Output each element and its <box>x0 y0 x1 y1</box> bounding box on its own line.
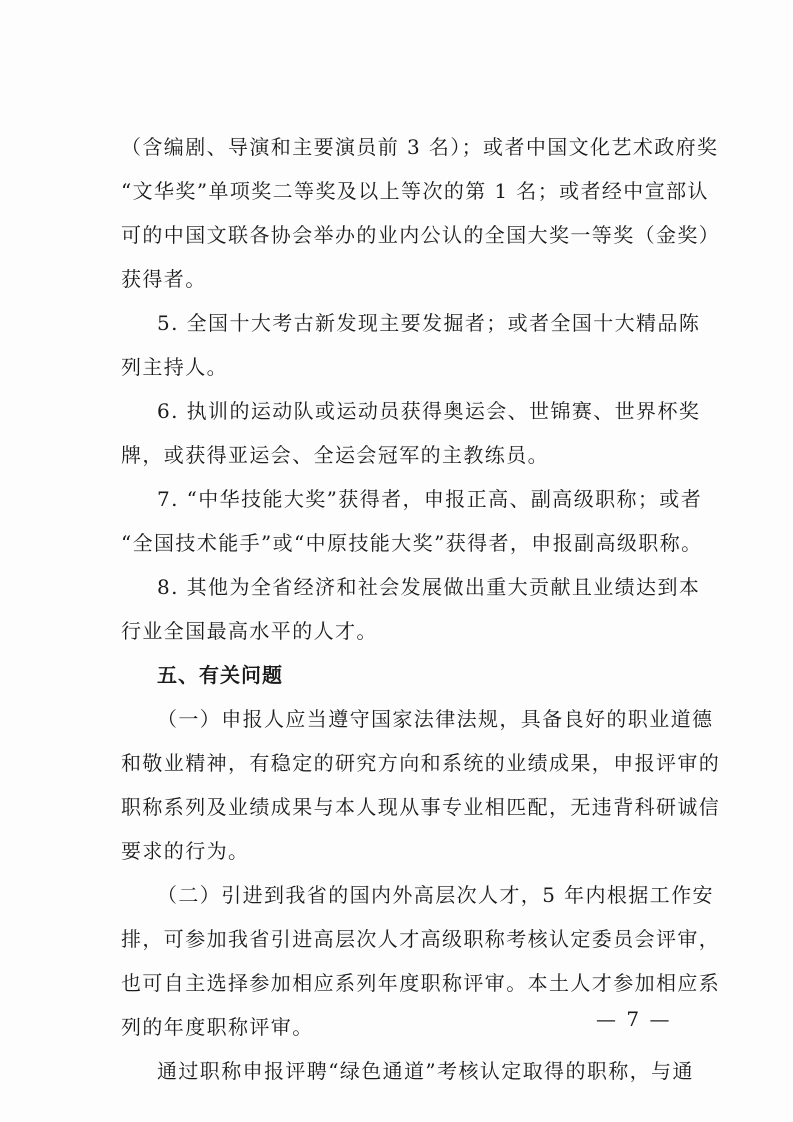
text-line: “全国技术能手”或“中原技能大奖”获得者，申报副高级职称。 <box>121 531 703 555</box>
text-line: 6. 执训的运动队或运动员获得奥运会、世锦赛、世界杯奖 <box>157 399 701 423</box>
text-line: 通过职称申报评聘“绿色通道”考核认定取得的职称，与通 <box>157 1059 694 1083</box>
text-line: 牌，或获得亚运会、全运会冠军的主教练员。 <box>121 443 549 467</box>
page-number: — 7 — <box>596 1007 672 1031</box>
text-line: 要求的行为。 <box>121 839 250 863</box>
text-line: 职称系列及业绩成果与本人现从事专业相匹配，无违背科研诚信 <box>121 795 721 819</box>
text-line: 列主持人。 <box>121 355 228 379</box>
text-line: 排，可参加我省引进高层次人才高级职称考核认定委员会评审， <box>121 927 721 951</box>
text-line: “文华奖”单项奖二等奖及以上等次的第 1 名；或者经中宣部认 <box>121 179 709 203</box>
text-line: 5. 全国十大考古新发现主要发掘者；或者全国十大精品陈 <box>157 311 701 335</box>
text-line: 列的年度职称评审。 <box>121 1015 314 1039</box>
text-line: 行业全国最高水平的人才。 <box>121 619 378 643</box>
text-line: （二）引进到我省的国内外高层次人才，5 年内根据工作安 <box>157 883 714 907</box>
text-line: （含编剧、导演和主要演员前 3 名）；或者中国文化艺术政府奖 <box>121 135 719 159</box>
text-line: 可的中国文联各协会举办的业内公认的全国大奖一等奖（金奖） <box>121 223 721 247</box>
text-line: 获得者。 <box>121 267 207 291</box>
text-line: 8. 其他为全省经济和社会发展做出重大贡献且业绩达到本 <box>157 575 701 599</box>
text-line: （一）申报人应当遵守国家法律法规，具备良好的职业道德 <box>157 707 714 731</box>
text-line: 也可自主选择参加相应系列年度职称评审。本土人才参加相应系 <box>121 971 721 995</box>
text-line: 和敬业精神，有稳定的研究方向和系统的业绩成果，申报评审的 <box>121 751 721 775</box>
text-line: 7. “中华技能大奖”获得者，申报正高、副高级职称；或者 <box>157 487 703 511</box>
section-heading: 五、有关问题 <box>157 663 283 687</box>
